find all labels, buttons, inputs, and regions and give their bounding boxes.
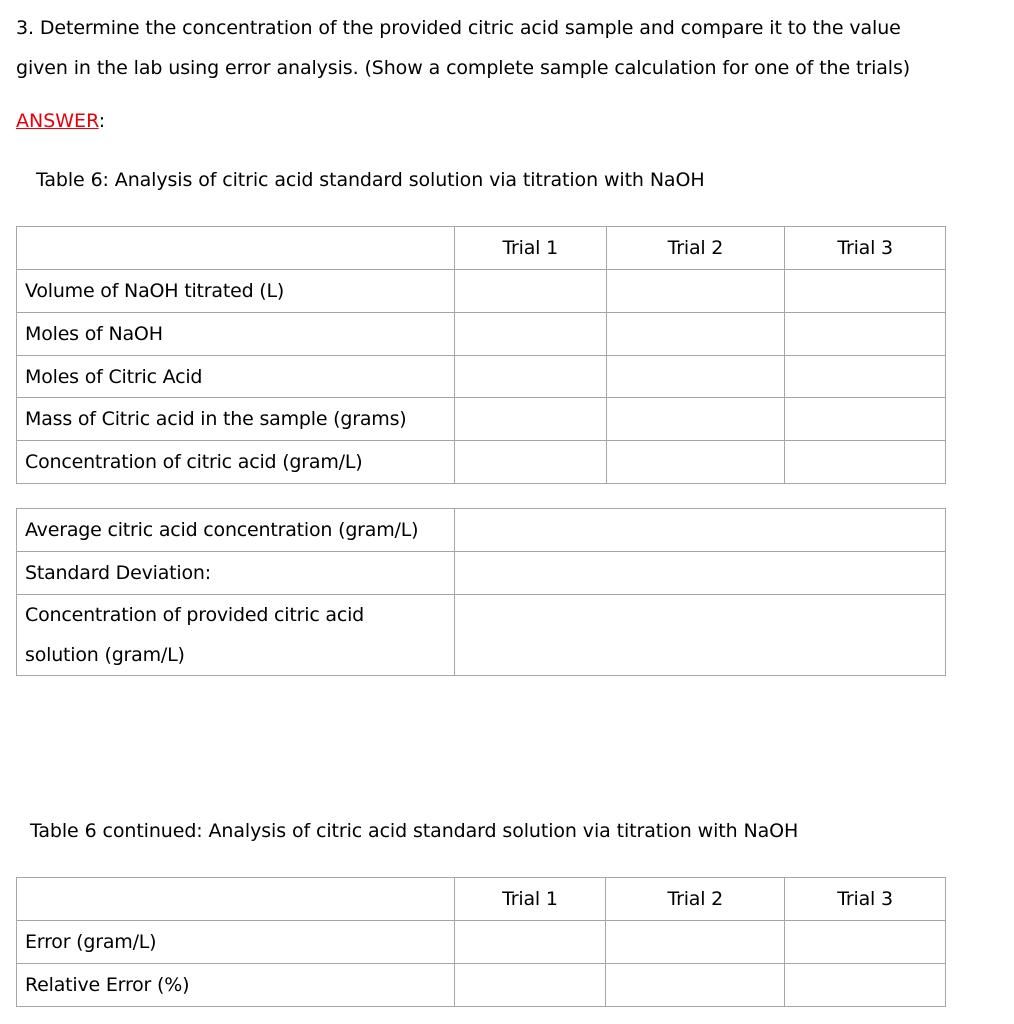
table6-header-trial-1: Trial 1 (454, 227, 606, 270)
row-label-error: Error (gram/L) (17, 921, 455, 964)
answer-label: ANSWER (16, 110, 99, 132)
cell-empty[interactable] (606, 964, 785, 1007)
table-row (17, 964, 946, 1007)
row-label-average-concentration: Average citric acid concentration (gram/L) (17, 509, 455, 552)
row-label-provided-concentration: Concentration of provided citric acid solution (gram/L) (17, 595, 455, 676)
cell-empty[interactable] (606, 356, 785, 398)
cell-empty[interactable] (454, 313, 606, 356)
cell-empty[interactable] (454, 552, 945, 595)
cell-empty[interactable] (454, 921, 606, 964)
table6b-header-row (17, 878, 946, 921)
answer-heading (16, 108, 105, 134)
cell-empty[interactable] (454, 509, 945, 552)
table6b-corner-cell (17, 878, 455, 921)
row-label-mass-citric-acid: Mass of Citric acid in the sample (grams) (17, 398, 455, 441)
table-row (17, 313, 946, 356)
cell-empty[interactable] (606, 921, 785, 964)
table-row (17, 356, 946, 398)
cell-empty[interactable] (606, 313, 785, 356)
cell-empty[interactable] (785, 964, 946, 1007)
table6-header-row (17, 227, 946, 270)
cell-empty[interactable] (454, 964, 606, 1007)
cell-empty[interactable] (454, 270, 606, 313)
cell-empty[interactable] (454, 441, 606, 484)
cell-empty[interactable] (606, 398, 785, 441)
question-line-1: 3. Determine the concentration of the provided citric acid sample and compare it to the value (16, 17, 901, 39)
table6-corner-cell (17, 227, 455, 270)
table-row (17, 270, 946, 313)
table6-continued (16, 877, 946, 1007)
cell-empty[interactable] (785, 398, 946, 441)
question-text (16, 8, 1006, 88)
table6b-header-trial-3: Trial 3 (785, 878, 946, 921)
answer-colon: : (98, 110, 106, 132)
row-label-moles-naoh: Moles of NaOH (17, 313, 455, 356)
cell-empty[interactable] (454, 398, 606, 441)
table6 (16, 226, 946, 484)
cell-empty[interactable] (606, 441, 785, 484)
summary-table (16, 508, 946, 676)
table6b-header-trial-1: Trial 1 (454, 878, 606, 921)
cell-empty[interactable] (606, 270, 785, 313)
row-label-relative-error: Relative Error (%) (17, 964, 455, 1007)
table6-caption: Table 6: Analysis of citric acid standard solution via titration with NaOH (36, 169, 705, 191)
table-row (17, 552, 946, 595)
table6-header-trial-2: Trial 2 (606, 227, 785, 270)
table-row (17, 509, 946, 552)
cell-empty[interactable] (785, 921, 946, 964)
cell-empty[interactable] (454, 595, 945, 676)
table-row (17, 595, 946, 676)
cell-empty[interactable] (785, 270, 946, 313)
row-label-moles-citric-acid: Moles of Citric Acid (17, 356, 455, 398)
row-label-standard-deviation: Standard Deviation: (17, 552, 455, 595)
table6-header-trial-3: Trial 3 (785, 227, 946, 270)
cell-empty[interactable] (785, 441, 946, 484)
row-label-concentration: Concentration of citric acid (gram/L) (17, 441, 455, 484)
table6b-header-trial-2: Trial 2 (606, 878, 785, 921)
cell-empty[interactable] (785, 356, 946, 398)
question-line-2: given in the lab using error analysis. (Show a complete sample calculation for one of the trials) (16, 57, 911, 79)
table-row (17, 441, 946, 484)
cell-empty[interactable] (785, 313, 946, 356)
table-row (17, 398, 946, 441)
row-label-volume-naoh: Volume of NaOH titrated (L) (17, 270, 455, 313)
table-row (17, 921, 946, 964)
table6b-caption: Table 6 continued: Analysis of citric acid standard solution via titration with NaOH (30, 820, 799, 842)
cell-empty[interactable] (454, 356, 606, 398)
